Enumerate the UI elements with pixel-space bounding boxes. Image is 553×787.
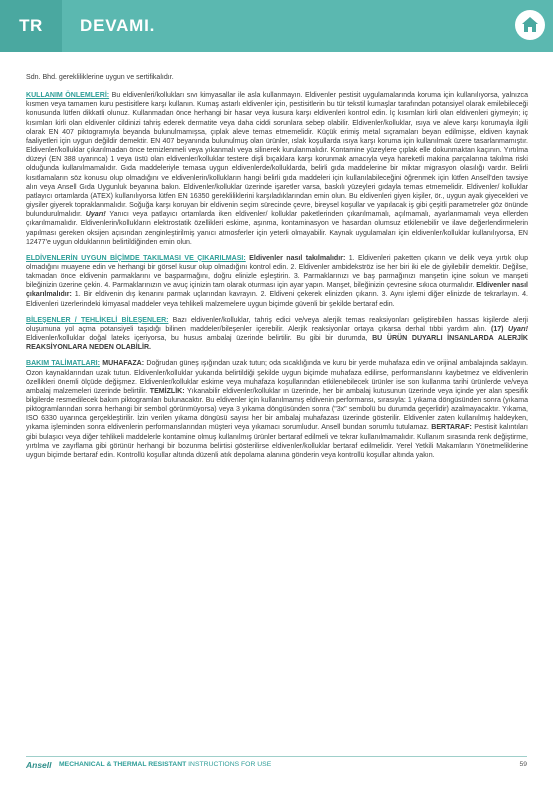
page-header	[0, 0, 553, 52]
footer-divider	[26, 756, 527, 757]
donning-section	[26, 254, 528, 309]
page-footer	[0, 756, 553, 774]
components-warning: Uyarı!	[508, 325, 528, 333]
usage-text-2: Yanıcı veya patlayıcı ortamlarda iken eldivenler/ kolluklar paketlerinden çıkarılmamalı, açılmamalı, ayarlanmamalı veya ellerden çıkarılmamalıdır. Eldivenlerin/kollukların elektrostatik özellikleri eskime, aşınma, kontaminasyon ve hasardan olumsuz etkilenebilir ve ilave değerlendirmelerin yapılması gereken oksijen açısından zenginleştirilmiş yanıcı atmosferler için yeterli olmayabilir. Kaynak uygulamaları için eldivenler/kolluklar kullanılıyorsa, EN 12477'e uygun olduklarının belirtildiğinden emin olun.	[26, 211, 528, 246]
usage-warning: Uyarı!	[85, 211, 106, 219]
care-storage-text: Doğrudan güneş ışığından uzak tutun; oda sıcaklığında ve kuru bir yerde muhafaza edin ve orijinal ambalajında saklayın. Ozon kaynaklarından uzak tutun. Eldivenler/kolluklar yukarıda belirtildiği şekilde uygun biçimde muhafaza edilirse, performanslarını kaybetmez ve eldivenlerin özellikleri önemli ölçüde değişmez. Eldivenler/kolluklar eskime veya muhafaza koşullarından etkilenebilecek ürünler ise son kullanma tarihi ürünlerde ve/veya ambalaj malzemeleri üzerinde belirtilir.	[26, 360, 529, 395]
home-button[interactable]	[515, 10, 545, 40]
document-title-strong: MECHANICAL & THERMAL RESISTANT	[59, 761, 187, 768]
donning-heading: ELDİVENLERİN UYGUN BİÇİMDE TAKILMASI VE ÇIKARILMASI:	[26, 254, 246, 262]
components-section	[26, 316, 528, 353]
usage-text-1: Bu eldivenleri/kollukları sıvı kimyasallar ile asla kullanmayın. Eldivenler pestisit uygulamalarında koruma için kullanılıyorsa, yalnızca kısmen veya tamamen kuru pestisitlere karşı kullanın. Kumaş astarlı eldivenler için, pestisitlerin bu tür tekstil kumaşlar tarafından potansiyel olarak emilebileceği konusunda lütfen dikkatli olunuz. Kullanmadan önce herhangi bir hasar veya kusura karşı eldivenleri kontrol edin. İç kısımları kirli olan eldivenleri giymeyin; iç kısımları kirli olan eldivenler cildinizi tahriş ederek dermatite veya daha ciddi sorunlara sebep olabilir. Eldivenler/kolluklar, ısıya ve aleve karşı korumayla ilgili olarak EN 407 piktogramıyla beyanda bulunulmamışsa, çıplak aleve temas etmemelidir. Küçük erimiş metal sıçramaları beyan edilmişse, eldiven kaynak faaliyetleri için uygun değildir demektir. EN 407 beyanında bulunulmuş olan ürünler, ıslak koşullarda ısıya karşı koruma için kullanılmak üzere tasarlanmamıştır. Eldivenler/kolluklar çıkarılmadan önce temizlenmeli veya yıkanmalı veya silinerek kurulanmalıdır. Kontamine yüzeylere çıplak elle dokunmaktan kaçının. Yırtılma düzeyi (EN 388 uyarınca) 1 veya üstü olan eldivenler/kolluklar testere dişli bıçaklara karşı korunmak amacıyla veya hareketli makina parçalarına takılma riski olduğunda kullanılmamalıdır. Gıda maddeleriyle temasa uygun eldivenlerde/kolluklarda, belirli gıda maddelerine bir miktar migrasyon olasılığı vardır. Belirli kısıtlamaların söz konusu olup olmadığını ve eldivenlerin/kollukların hangi belirli gıda maddeleri için kullanılabileceğini öğrenmek için lütfen Ansell'den tavsiye alın veya Ansell Gıda Uygunluk beyanına bakın. Eldivenler/kolluklar üzerinde işaretler varsa, baskılı yüzeyleri gıdayla temas etmemelidir. Eldivenler/ kolluklar patlayıcı ortamlarda (ATEX) kullanılıyorsa lütfen EN 16350 gerekliliklerini karşıladıklarından emin olun. Bu eldivenleri giyen kişiler, ör., uygun ayak giyecekleri ve giysiler giyerek topraklanmalıdır. Soğuğa karşı koruyan bir eldivenin seçim sürecinde çevre, bireysel koşullar ve yapılacak iş gibi çeşitli parametreler göz önünde bulundurulmalıdır.	[26, 92, 528, 219]
page-number: 59	[519, 761, 527, 768]
care-disposal-text: Pestisit kalıntıları gibi bulaşıcı veya diğer tehlikeli maddelerle kontamine olmuş kullanılmış ürünler bertaraf edilmeli ve tekrar kullanılmamalıdır. Kullanım sırasında renk değiştirme, yırtılma ve zayıflama gibi görünür herhangi bir bozunma belirtisi gösterilirse eldivenler/kolluklar bertaraf edilmelidir. Yerel Yetkili Makamların Yönetmeliklerine uygun biçimde bertaraf edin. Kontrollü koşullar altında düzenli atık depolama alanına gönderin veya kontrollü koşullar altında yakın.	[26, 424, 528, 459]
components-text-1: Bazı eldivenler/kolluklar, tahriş edici ve/veya alerjik temas reaksiyonları geliştirebilen hassas kişilerde alerji oluşumuna yol açma potansiyeli taşıdığı bilinen maddeler/bileşenler içerebilir. Alerjik reaksiyonlar ortaya çıkarsa derhal tıbbi yardım alın.	[26, 316, 528, 333]
care-cleaning-text: Yıkanabilir eldivenler/kolluklar ın üzerinde, her bir ambalaj kutusunun üzerinde veya içinde yer alan spesifik bilgilerde resmedilecek bakım piktogramları bulunacaktır. Bu eldivenler için kullanılmamış eldivenin performansı, sırasıyla: 1 yıkama döngüsünden sonra (yıkama piktogramlarından sonra herhangi bir sembol görünmüyorsa) veya 3 yıkama döngüsünden sonra ("3x" sembolü bu durumda geçerlidir) azalmayacaktır. Yıkama, ISO 6330 uyarınca gerçekleştirilir. İzin verilen yıkama döngüsü sayısı her bir ambalaj muhafazası üzerinde gösterilir. Eldivenler zaten kullanılmış haldeyken, yıkama işleminden sonra eldivenlerin performanslarından müşteri veya yıkamacı sorumludur. Ansell bundan sorumlu tutulamaz.	[26, 387, 528, 432]
intro-text: Sdn. Bhd. gerekliliklerine uygun ve sertifikalıdır.	[26, 74, 174, 81]
donning-text-2: 1. Bir eldivenin dış kenarını parmak uçlarından kavrayın. 2. Eldiveni çekerek elinizden çıkarın. 3. Aynı işlemi diğer elinizde de tekrarlayın. 4. Eldivenleri üzerlerindeki kimyasal maddeler veya tehlikeli malzemelere uygun biçimde güvenli bir şekilde bertaraf edin.	[26, 291, 528, 308]
donning-subheading-put-on: Eldivenler nasıl takılmalıdır:	[245, 254, 346, 262]
page-title: DEVAMI.	[80, 16, 156, 35]
components-ref: (17)	[491, 325, 504, 333]
care-disposal-label: BERTARAF:	[431, 424, 472, 432]
usage-section	[26, 91, 528, 247]
document-body	[26, 73, 528, 467]
components-allergy-warning: BU ÜRÜN DUYARLI İNSANLARDA ALERJİK REAKSİYONLARA NEDEN OLABİLİR.	[26, 335, 528, 352]
language-code: TR	[0, 0, 62, 52]
home-icon	[520, 15, 540, 35]
usage-heading: KULLANIM ÖNLEMLERİ:	[26, 92, 110, 100]
donning-subheading-remove: Eldivenler nasıl çıkarılmalıdır:	[26, 282, 528, 299]
care-storage-label: MUHAFAZA:	[100, 360, 145, 368]
components-text-2: Eldivenler/kolluklar doğal lateks içeriyorsa, bu husus ambalaj üzerinde belirtilir. Bu gibi bir durumda,	[26, 335, 373, 343]
care-heading: BAKIM TALİMATLARI:	[26, 360, 100, 368]
care-cleaning-label: TEMİZLİK:	[149, 387, 185, 395]
document-title	[59, 761, 271, 768]
care-section	[26, 359, 528, 460]
document-title-rest: INSTRUCTIONS FOR USE	[186, 761, 272, 768]
components-heading: BİLEŞENLER / TEHLİKELİ BİLEŞENLER:	[26, 316, 169, 324]
donning-text-1: 1. Eldivenleri paketten çıkarın ve delik veya yırtık olup olmadığını muayene edin ve herhangi bir görsel kusur olup olmadığını kontrol edin. 2. Eldivenler ambidekströz ise her biri iki ele de giyilebilir demektir. Değilse, takmadan önce eldivenin parmaklarını ve başparmağını, doğru elinizle eşleştirin. 3. Parmaklarınızı ve baş parmağınızı manşetin içine sokun ve manşeti bileğinizin üzerine çekin. 4. Parmaklarınızın ve avuç içinizin tam olarak oturması için ayar yapın. Manşet, bileğinizin çevresine sıkıca oturmalıdır.	[26, 254, 529, 290]
brand-logo: Ansell	[26, 760, 52, 770]
